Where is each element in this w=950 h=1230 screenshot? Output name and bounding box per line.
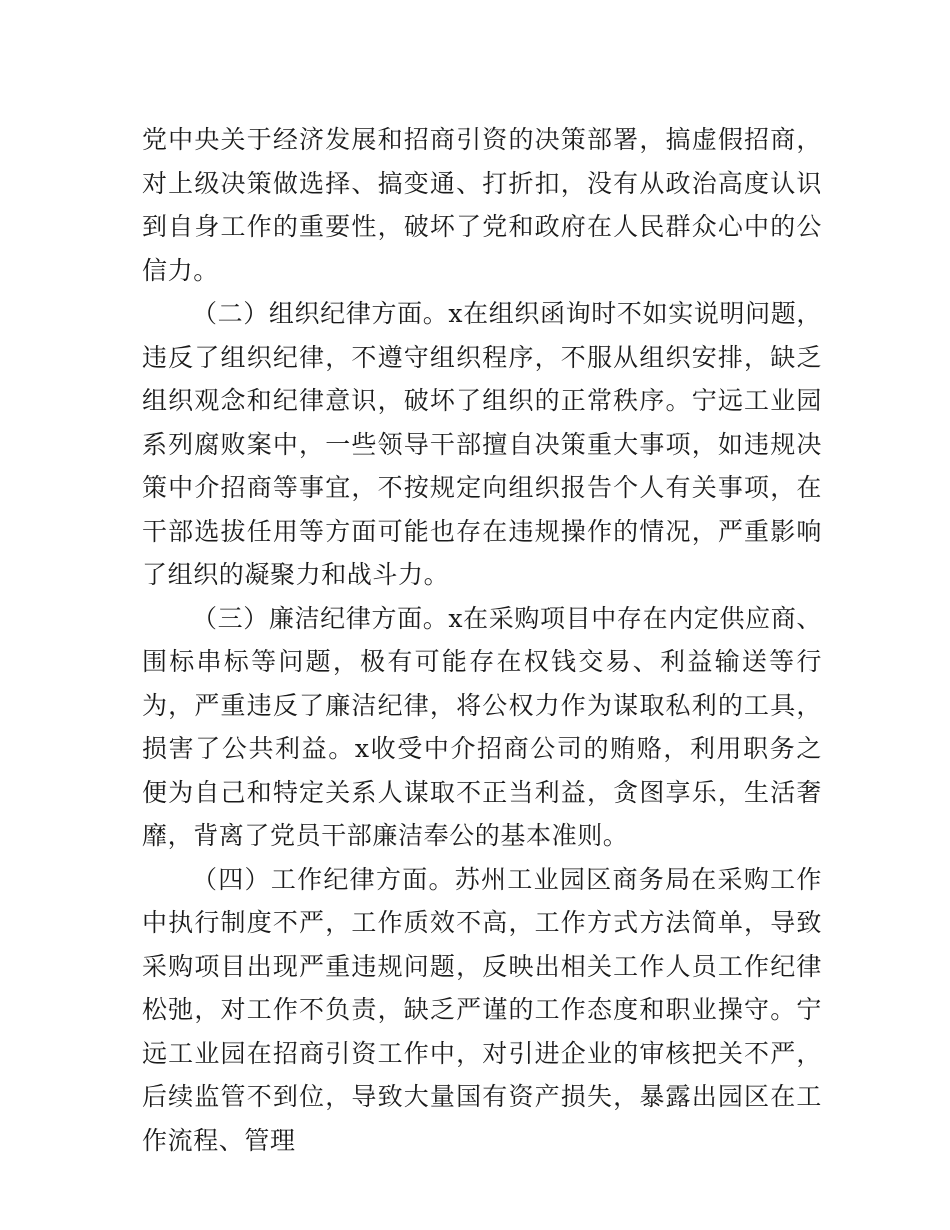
paragraph-organizational-discipline: （二）组织纪律方面。x在组织函询时不如实说明问题，违反了组织纪律，不遵守组织程序，不服从组织安排，缺乏组织观念和纪律意识，破坏了组织的正常秩序。宁远工业园系列腐败案中，一些领导干部擅自决策重大事项，如违规决策中介招商等事宜，不按规定向组织报告个人有关事项，在干部选拔任用等方面可能也存在违规操作的情况，严重影响了组织的凝聚力和战斗力。: [142, 299, 822, 589]
paragraph-work-discipline: （四）工作纪律方面。苏州工业园区商务局在采购工作中执行制度不严，工作质效不高，工作方式方法简单，导致采购项目出现严重违规问题，反映出相关工作人员工作纪律松弛，对工作不负责，缺乏严谨的工作态度和职业操守。宁远工业园在招商引资工作中，对引进企业的审核把关不严，后续监管不到位，导致大量国有资产损失，暴露出园区在工作流程、管理: [142, 864, 822, 1155]
paragraph-political-discipline-continued: 党中央关于经济发展和招商引资的决策部署，搞虚假招商，对上级决策做选择、搞变通、打折扣，没有从政治高度认识到自身工作的重要性，破坏了党和政府在人民群众心中的公信力。: [142, 125, 822, 285]
document-body: [142, 118, 822, 1162]
paragraph-integrity-discipline: （三）廉洁纪律方面。x在采购项目中存在内定供应商、围标串标等问题，极有可能存在权钱交易、利益输送等行为，严重违反了廉洁纪律，将公权力作为谋取私利的工具，损害了公共利益。x收受中介招商公司的贿赂，利用职务之便为自己和特定关系人谋取不正当利益，贪图享乐，生活奢靡，背离了党员干部廉洁奉公的基本准则。: [142, 603, 822, 850]
